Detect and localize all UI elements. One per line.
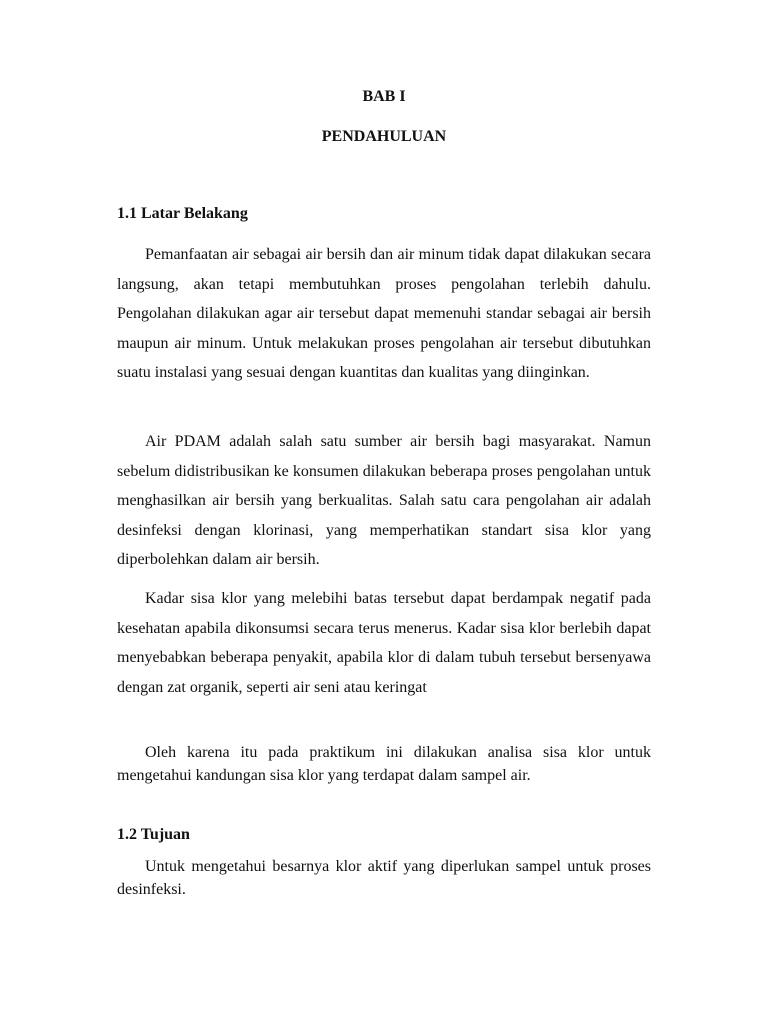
section-heading-latar-belakang: 1.1 Latar Belakang (117, 205, 248, 222)
paragraph-tujuan: Untuk mengetahui besarnya klor aktif yang diperlukan sampel untuk proses desinfeksi. (117, 858, 651, 898)
paragraph-kadar-sisa-klor: Kadar sisa klor yang melebihi batas tersebut dapat berdampak negatif pada kesehatan apabila dikonsumsi secara terus menerus. Kadar sisa klor berlebih dapat menyebabkan beberapa penyakit, apabila klor di dalam tubuh tersebut bersenyawa dengan zat organik, seperti air seni atau keringat (117, 590, 651, 696)
paragraph-oleh-karena-itu: Oleh karena itu pada praktikum ini dilakukan analisa sisa klor untuk mengetahui kandungan sisa klor yang terdapat dalam sampel air. (117, 744, 651, 784)
chapter-title: PENDAHULUAN (321, 128, 447, 145)
chapter-number: BAB I (362, 88, 406, 105)
section-heading-tujuan: 1.2 Tujuan (117, 826, 190, 843)
paragraph-pemanfaatan: Pemanfaatan air sebagai air bersih dan air minum tidak dapat dilakukan secara langsung, akan tetapi membutuhkan proses pengolahan terlebih dahulu. Pengolahan dilakukan agar air tersebut dapat memenuhi standar sebagai air bersih maupun air minum. Untuk melakukan proses pengolahan air tersebut dibutuhkan suatu instalasi yang sesuai dengan kuantitas dan kualitas yang diinginkan. (117, 246, 651, 382)
paragraph-air-pdam: Air PDAM adalah salah satu sumber air bersih bagi masyarakat. Namun sebelum didistribusikan ke konsumen dilakukan beberapa proses pengolahan untuk menghasilkan air bersih yang berkualitas. Salah satu cara pengolahan air adalah desinfeksi dengan klorinasi, yang memperhatikan standart sisa klor yang diperbolehkan dalam air bersih. (117, 433, 651, 569)
